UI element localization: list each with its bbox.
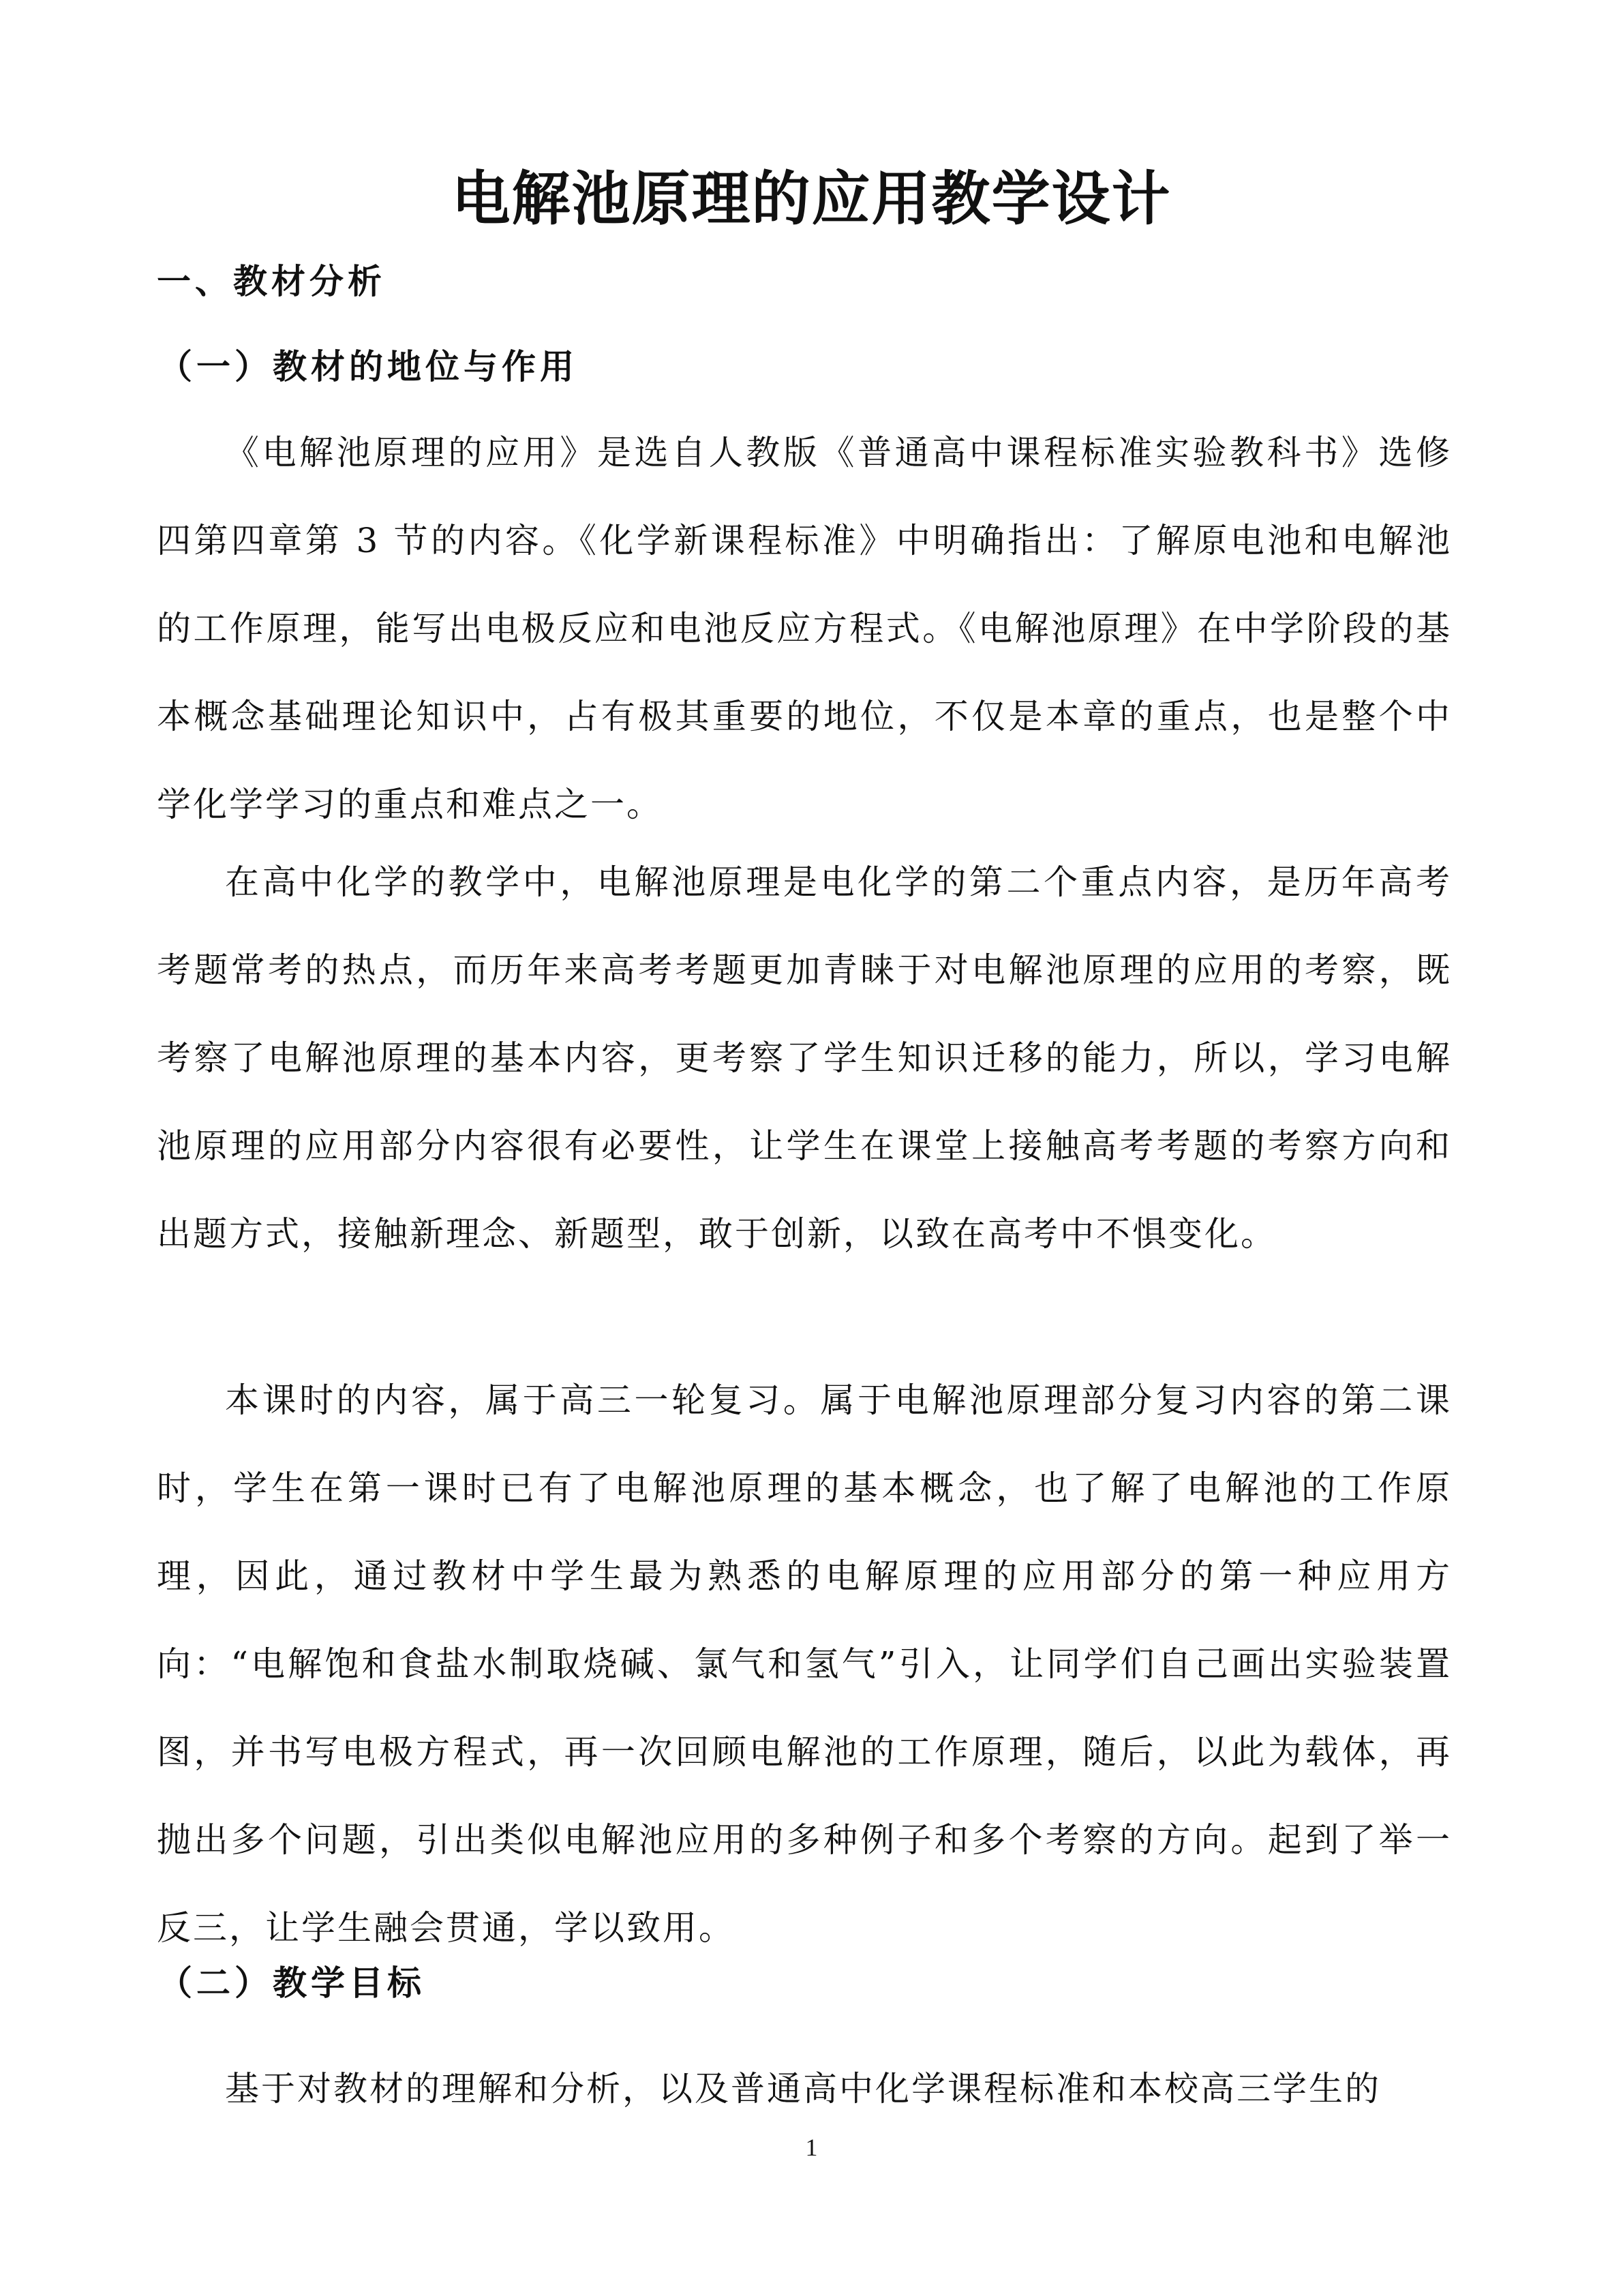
body-text-block <box>157 2045 1452 2133</box>
subsection-heading-status-and-role: （一）教材的地位与作用 <box>158 347 578 387</box>
document-title: 电解池原理的应用教学设计 <box>451 165 1172 233</box>
paragraph: 本课时的内容，属于高三一轮复习。属于电解池原理部分复习内容的第二课时，学生在第一课时已有了电解池原理的基本概念，也了解了电解池的工作原理，因此，通过教材中学生最为熟悉的电解原理的应用部分的第一种应用方向：“电解饱和食盐水制取烧碱、氯气和氢气”引入，让同学们自己画出实验装置图，并书写电极方程式，再一次回顾电解池的工作原理，随后，以此为载体，再抛出多个问题，引出类似电解池应用的多种例子和多个考察的方向。起到了举一反三，让学生融会贯通，学以致用。 <box>157 1380 1452 1948</box>
paragraph: 《电解池原理的应用》是选自人教版《普通高中课程标准实验教科书》选修四第四章第 3 节的内容。《化学新课程标准》中明确指出：了解原电池和电解池的工作原理，能写出电极反应和电池反应方程式。《电解池原理》在中学阶段的基本概念基础理论知识中，占有极其重要的地位，不仅是本章的重点，也是整个中学化学学习的重点和难点之一。 <box>157 433 1452 824</box>
body-text-block <box>157 1357 1452 1972</box>
section-heading-textbook-analysis: 一、教材分析 <box>157 262 386 301</box>
subsection-heading-teaching-objectives: （二）教学目标 <box>158 1963 425 2003</box>
body-text-block <box>157 409 1452 849</box>
paragraph: 基于对教材的理解和分析，以及普通高中化学课程标准和本校高三学生的 <box>225 2069 1381 2109</box>
paragraph: 在高中化学的教学中，电解池原理是电化学的第二个重点内容，是历年高考考题常考的热点，而历年来高考考题更加青睐于对电解池原理的应用的考察，既考察了电解池原理的基本内容，更考察了学生知识迁移的能力，所以，学习电解池原理的应用部分内容很有必要性，让学生在课堂上接触高考考题的考察方向和出题方式，接触新理念、新题型，敢于创新，以致在高考中不惧变化。 <box>157 862 1452 1254</box>
body-text-block <box>157 839 1452 1278</box>
page-number: 1 <box>805 2134 818 2161</box>
